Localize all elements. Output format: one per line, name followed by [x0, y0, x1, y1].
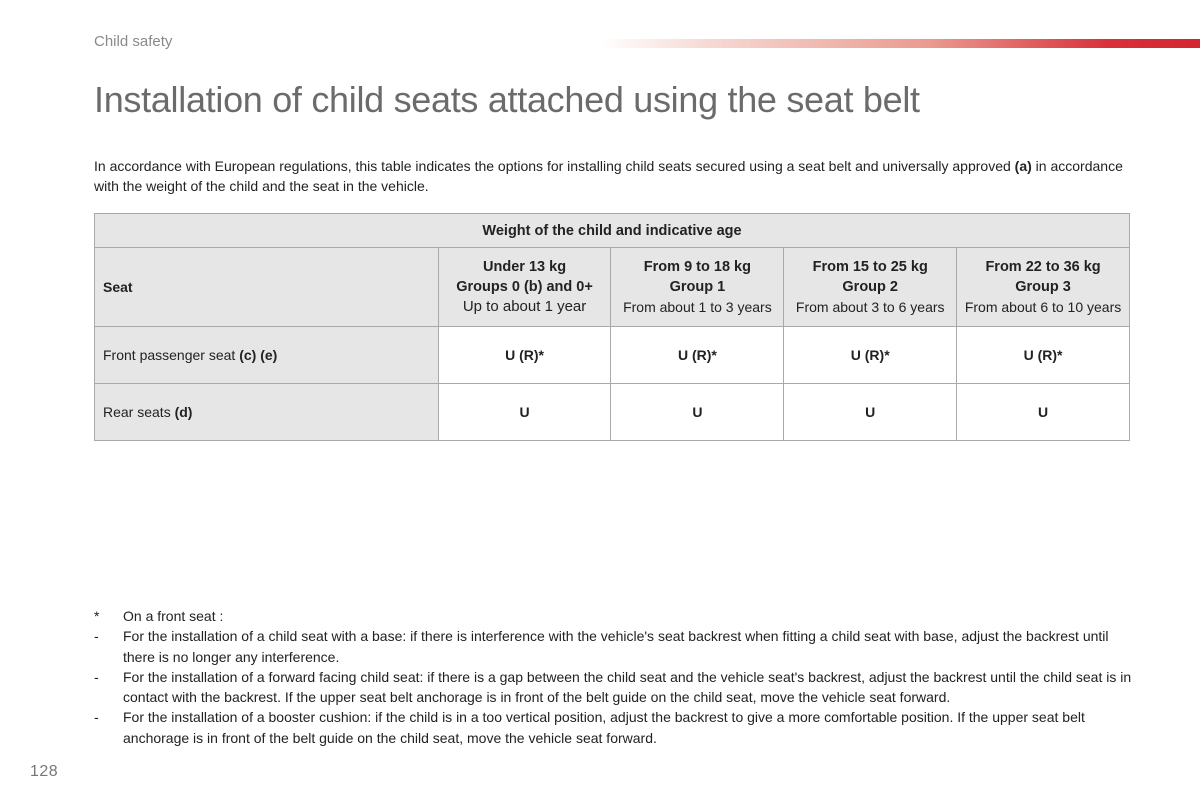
footnote-bullet: -: [94, 709, 99, 726]
group-weight: From 9 to 18 kg: [643, 259, 751, 275]
intro-text-before: In accordance with European regulations, this table indicates the options for installing child seats secured using a seat belt and universally approved: [94, 158, 1015, 174]
page-number: 128: [30, 763, 59, 780]
group-name: Group 2: [842, 279, 898, 295]
group-weight: From 15 to 25 kg: [812, 259, 928, 275]
footnote-bullet: -: [94, 628, 99, 645]
footnote-item: [94, 606, 1134, 626]
row-label-ref: (c) (e): [239, 347, 278, 363]
table-cell: U: [957, 384, 1130, 441]
group-age: Up to about 1 year: [462, 298, 587, 315]
section-label: Child safety: [94, 33, 173, 50]
footnotes: [94, 606, 1134, 748]
intro-text-after: in accordance with the weight of the child and the seat in the vehicle.: [94, 158, 1123, 194]
row-label-ref: (d): [174, 404, 193, 420]
table-cell: U: [784, 384, 957, 441]
child-seat-table: [94, 213, 1130, 441]
group-header-1: [611, 248, 784, 327]
group-header-0: [438, 248, 611, 327]
group-age: From about 3 to 6 years: [795, 299, 945, 315]
group-age: From about 1 to 3 years: [623, 299, 772, 315]
footnote-item: [94, 707, 1134, 748]
group-age: From about 6 to 10 years: [964, 299, 1122, 315]
table-row-rear-seats: [95, 384, 1130, 441]
footnote-text: On a front seat :: [123, 608, 224, 624]
table-row-front-passenger: [95, 327, 1130, 384]
table-cell: U (R)*: [611, 327, 784, 384]
footnote-text: For the installation of a child seat with a base: if there is interference with the vehicle's seat backrest when fitting a child seat with base, adjust the backrest until there is no longer any interference.: [123, 628, 1109, 665]
group-name: Group 3: [1015, 279, 1071, 295]
group-name: Groups 0 (b) and 0+: [456, 279, 593, 295]
footnote-item: [94, 667, 1134, 708]
group-weight: Under 13 kg: [483, 259, 567, 275]
table-cell: U (R)*: [957, 327, 1130, 384]
footnote-text: For the installation of a forward facing child seat: if there is a gap between the child seat and the vehicle seat's backrest, adjust the backrest until the child seat is in contact with the backrest. If the upper seat belt anchorage is in front of the belt guide on the child seat, move the vehicle seat forward.: [123, 668, 1132, 706]
table-cell: U: [611, 384, 784, 441]
row-label-text: Rear seats: [103, 404, 175, 420]
seat-column-header: Seat: [95, 248, 439, 327]
footnote-bullet: *: [94, 608, 100, 624]
group-name: Group 1: [669, 279, 726, 295]
table-cell: U: [438, 384, 611, 441]
row-label: [95, 327, 439, 384]
table-header-row: [95, 248, 1130, 327]
header-accent-bar: [600, 39, 1200, 48]
footnote-item: [94, 626, 1134, 667]
footnote-bullet: -: [94, 668, 99, 685]
group-header-2: [784, 248, 957, 327]
table-cell: U (R)*: [784, 327, 957, 384]
group-weight: From 22 to 36 kg: [985, 259, 1101, 275]
intro-paragraph: [94, 156, 1134, 196]
footnote-text: For the installation of a booster cushion: if the child is in a too vertical position, adjust the backrest to give a more comfortable position. If the upper seat belt anchorage is in front of the belt guide on the child seat, move the vehicle seat forward.: [123, 709, 1085, 746]
group-header-3: [957, 248, 1130, 327]
table-cell: U (R)*: [438, 327, 611, 384]
page-title: Installation of child seats attached using the seat belt: [94, 79, 920, 120]
intro-bold-ref: (a): [1014, 158, 1032, 174]
row-label-text: Front passenger seat: [103, 347, 240, 363]
table-top-header: Weight of the child and indicative age: [95, 214, 1130, 248]
row-label: [95, 384, 439, 441]
